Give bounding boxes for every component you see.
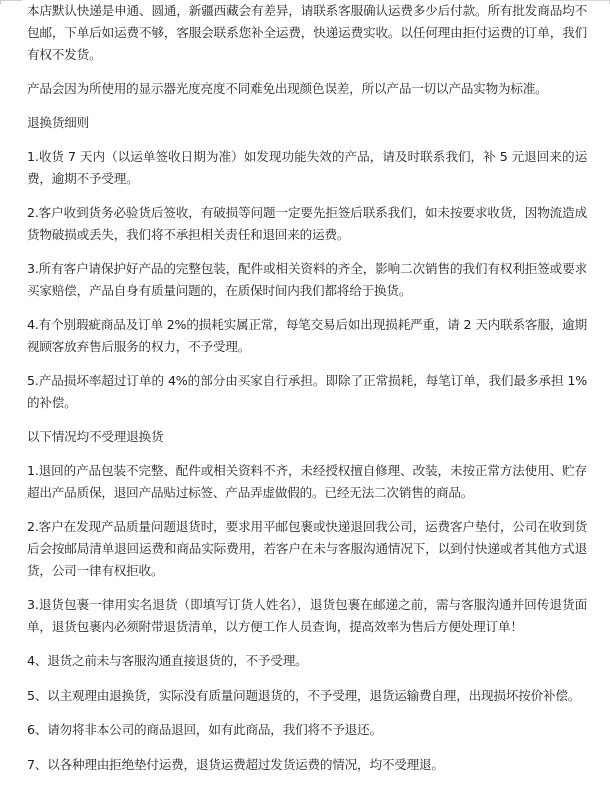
not-accepted-item: 2.客户在发现产品质量问题退货时，要求用平邮包裹或快递退回我公司，运费客户垫付，公司在收到货后会按邮局清单退回运费和商品实际费用，若客户在未与客服沟通情况下，以到付快递或者其他方式退货，公司一律有权拒收。 xyxy=(27,519,587,578)
store-policy-document xyxy=(27,0,587,788)
color-disclaimer-paragraph: 产品会因为所使用的显示器光度亮度不同难免出现颜色误差，所以产品一切以产品实物为标准。 xyxy=(27,81,548,96)
frame-border-left xyxy=(0,0,1,4)
return-rules-heading: 退换货细则 xyxy=(27,115,89,130)
not-accepted-item: 3.退货包裹一律用实名退货（即填写订货人姓名），退货包裹在邮递之前，需与客服沟通并回传退货面单，退货包裹内必须附带退货清单，以方便工作人员查询，提高效率为售后方便处理订单！ xyxy=(27,597,587,634)
return-rule-item: 3.所有客户请保护好产品的完整包装，配件或相关资料的齐全，影响二次销售的我们有权利拒签或要求买家赔偿，产品自身有质量问题的，在质保时间内我们都将给于换货。 xyxy=(27,261,587,298)
not-accepted-item: 1.退回的产品包装不完整、配件或相关资料不齐，未经授权擅自修理、改装，未按正常方法使用、贮存超出产品质保，退回产品贴过标签、产品弄虚做假的。已经无法二次销售的商品。 xyxy=(27,463,587,500)
return-rule-item: 5.产品损坏率超过订单的 4%的部分由买家自行承担。即除了正常损耗，每笔订单，我们最多承担 1%的补偿。 xyxy=(27,373,587,410)
shipping-policy-paragraph: 本店默认快递是申通、圆通，新疆西藏会有差异，请联系客服确认运费多少后付款。所有批发商品均不包邮，下单后如运费不够，客服会联系您补全运费，快递运费实收。以任何理由拒付运费的订单，我们有权不发货。 xyxy=(27,3,587,62)
return-rule-item: 2.客户收到货务必验货后签收，有破损等问题一定要先拒签后联系我们，如未按要求收货，因物流造成货物破损或丢失，我们将不承担相关责任和退回来的运费。 xyxy=(27,205,587,242)
not-accepted-item: 7、以各种理由拒绝垫付运费，退货运费超过发货运费的情况，均不受理退。 xyxy=(27,756,444,772)
frame-border-top-left xyxy=(0,0,22,1)
not-accepted-item: 4、退货之前未与客服沟通直接退货的，不予受理。 xyxy=(27,653,308,668)
return-rule-item: 1.收货 7 天内（以运单签收日期为准）如发现功能失效的产品，请及时联系我们，补 5 元退回来的运费，逾期不予受理。 xyxy=(27,149,587,186)
return-rule-item: 4.有个别瑕疵商品及订单 2%的损耗实属正常，每笔交易后如出现损耗严重，请 2 天内联系客服，逾期视顾客放弃售后服务的权力，不予受理。 xyxy=(27,317,587,354)
not-accepted-item: 6、请勿将非本公司的商品退回，如有此商品，我们将不予退还。 xyxy=(27,722,382,737)
not-accepted-item: 5、以主观理由退换货，实际没有质量问题退货的，不予受理，退货运输费自理，出现损坏按价补偿。 xyxy=(27,687,581,703)
not-accepted-heading: 以下情况均不受理退换货 xyxy=(27,429,164,444)
